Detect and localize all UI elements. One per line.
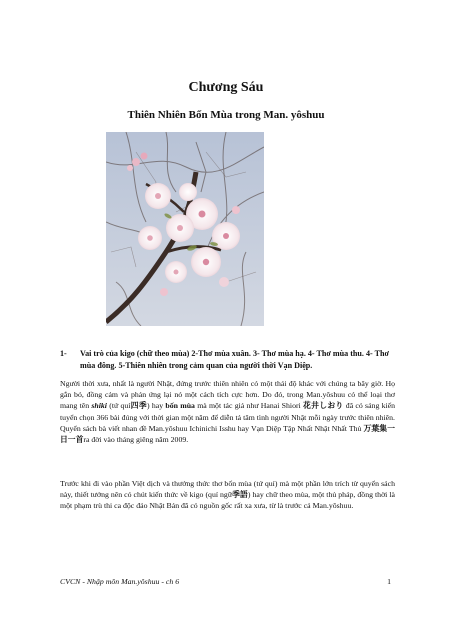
paragraph-2-text-b: ) hay chữ theo mùa, một thủ pháp, đồng thời là một phạm trù thi ca độc đáo Nhật Bản đã có nguồn gốc rất xa xưa, từ là trước cả Man.yôshuu. [60, 490, 395, 511]
paragraph-1-text-f: ra đời vào tháng giêng năm 2009. [83, 435, 189, 445]
paragraph-1 [60, 378, 395, 445]
paragraph-2-text-a: Trước khi đi vào phần Việt dịch và thưởng thức thơ bốn mùa (tứ quí) mà một phần lớn trích từ quyển sách này, thiết tưởng nên có chút kiến thức về kigo (quí ngữ [60, 479, 395, 500]
kanji-kigo: 季語 [232, 490, 248, 500]
contents-text: Vai trò của kigo (chữ theo mùa) 2-Thơ mùa xuân. 3- Thơ mùa hạ. 4- Thơ mùa thu. 4- Thơ mùa đông. 5-Thiên nhiên trong cảm quan của người thời Vạn Diệp. [80, 349, 389, 370]
page-number: 1 [387, 577, 391, 586]
cherry-blossom-photo [106, 132, 264, 326]
paragraph-1-text-c: ) hay [147, 401, 166, 411]
paragraph-2 [60, 478, 395, 512]
page-footer [60, 577, 391, 586]
paragraph-1-text-b: (tứ quí [106, 401, 131, 411]
term-shiki: shiki [91, 401, 107, 411]
author-name-japanese: 花井しおり [303, 401, 344, 411]
kanji-shiki: 四季 [130, 401, 147, 411]
paragraph-1-text-d: mà một tác giả như Hanai Shiori [194, 401, 303, 411]
paragraph-1-text-e: đã có sáng kiến tuyển chọn 366 bài đúng với thời gian một năm để diễn tả tâm tình người Nhật mỗi ngày trước thiên nhiên. Quyển sách bà viết nhan đề Man.yôshuu Ichinichi Isshu hay Vạn Diệp Tập Nhất Nhật Nhất Thủ [60, 401, 396, 433]
chapter-contents [60, 348, 400, 372]
footer-text: CVCN - Nhập môn Man.yôshuu - ch 6 [60, 577, 180, 586]
book-title-japanese: 万葉集一日一首 [60, 423, 395, 445]
paragraph-1-text-a: Người thời xưa, nhất là người Nhật, đứng trước thiên nhiên có một thái độ khác với chúng ta bây giờ. Họ gắn bó, đồng cảm và phản ứng lại nó một cách tích cực hơn. Do đó, trong Man.yôshuu có thể loại thơ mang tên [60, 379, 395, 411]
chapter-title: Chương Sáu [188, 80, 264, 95]
chapter-subtitle: Thiên Nhiên Bốn Mùa trong Man. yôshuu [127, 109, 325, 121]
term-bon-mua: bốn mùa [165, 401, 195, 411]
contents-number: 1- [60, 349, 67, 358]
